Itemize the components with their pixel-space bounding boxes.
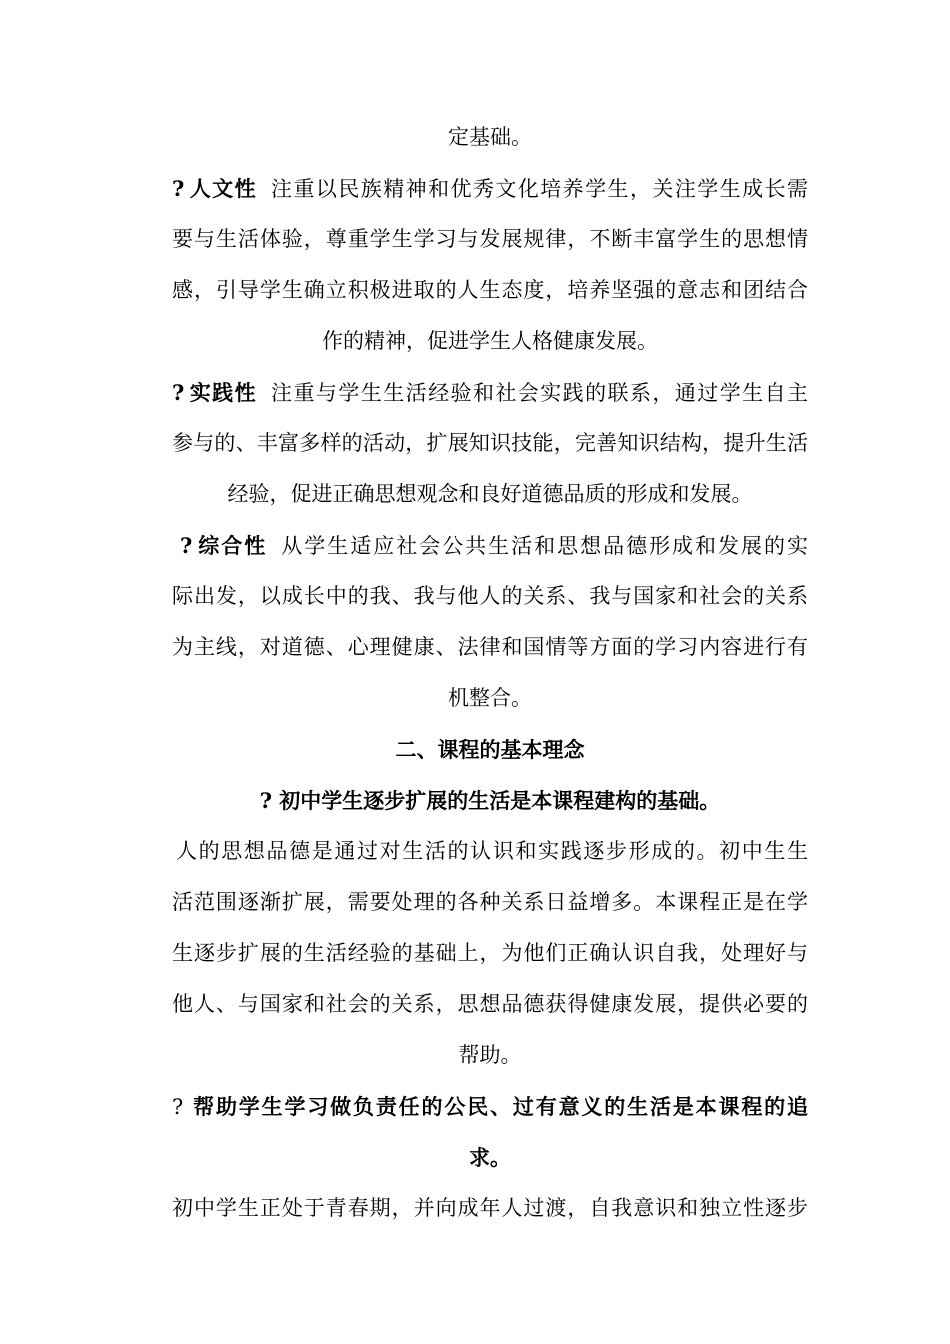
term-humanistic: 人文性	[188, 176, 258, 201]
bullet-marker: ?	[180, 533, 193, 558]
comprehensive-line-1	[172, 520, 808, 571]
idea1-line-5: 帮助。	[458, 1043, 522, 1067]
practical-text-1: 注重与学生生活经验和社会实践的联系，通过学生自主	[271, 381, 808, 405]
comprehensive-text-1: 从学生适应社会公共生活和思想品德形成和发展的实	[281, 534, 808, 558]
idea1-line-1: 人的思想品德是通过对生活的认识和实践逐步形成的。初中生生	[176, 839, 808, 863]
idea2-heading-line-2: 求。	[469, 1145, 511, 1170]
idea1-line-4: 他人、与国家和社会的关系，思想品德获得健康发展，提供必要的	[172, 992, 808, 1016]
idea1-heading: ? 初中学生逐步扩展的生活是本课程建构的基础。	[259, 788, 721, 813]
section-heading: 二、课程的基本理念	[395, 737, 585, 762]
bullet-marker: ?	[172, 176, 185, 201]
comprehensive-line-3: 为主线，对道德、心理健康、法律和国情等方面的学习内容进行有	[172, 635, 808, 659]
term-practical: 实践性	[188, 380, 258, 405]
humanistic-text-1: 注重以民族精神和优秀文化培养学生，关注学生成长需	[271, 177, 808, 201]
practical-line-3: 经验，促进正确思想观念和良好道德品质的形成和发展。	[227, 482, 753, 506]
idea1-line-2: 活范围逐渐扩展，需要处理的各种关系日益增多。本课程正是在学	[172, 890, 808, 914]
practical-line-2: 参与的、丰富多样的活动，扩展知识技能，完善知识结构，提升生活	[172, 431, 808, 455]
paragraph-tail: 定基础。	[448, 125, 532, 149]
humanistic-line-1	[172, 163, 808, 214]
term-comprehensive: 综合性	[196, 533, 268, 558]
humanistic-line-3: 感，引导学生确立积极进取的人生态度，培养坚强的意志和团结合	[172, 278, 808, 302]
bullet-marker: ?	[172, 1095, 184, 1119]
bullet-marker: ?	[172, 380, 185, 405]
comprehensive-line-2: 际出发，以成长中的我、我与他人的关系、我与国家和社会的关系	[172, 584, 808, 608]
comprehensive-line-4: 机整合。	[448, 686, 532, 710]
idea2-heading-line-1	[172, 1081, 808, 1132]
idea2-line-1: 初中学生正处于青春期，并向成年人过渡，自我意识和独立性逐步	[172, 1196, 808, 1220]
humanistic-line-2: 要与生活体验，尊重学生学习与发展规律，不断丰富学生的思想情	[172, 227, 808, 251]
practical-line-1	[172, 367, 808, 418]
document-page	[172, 112, 808, 1234]
idea1-line-3: 生逐步扩展的生活经验的基础上，为他们正确认识自我，处理好与	[172, 941, 808, 965]
humanistic-line-4: 作的精神，促进学生人格健康发展。	[322, 329, 658, 353]
idea2-heading-text: 帮助学生学习做负责任的公民、过有意义的生活是本课程的追	[191, 1094, 808, 1119]
